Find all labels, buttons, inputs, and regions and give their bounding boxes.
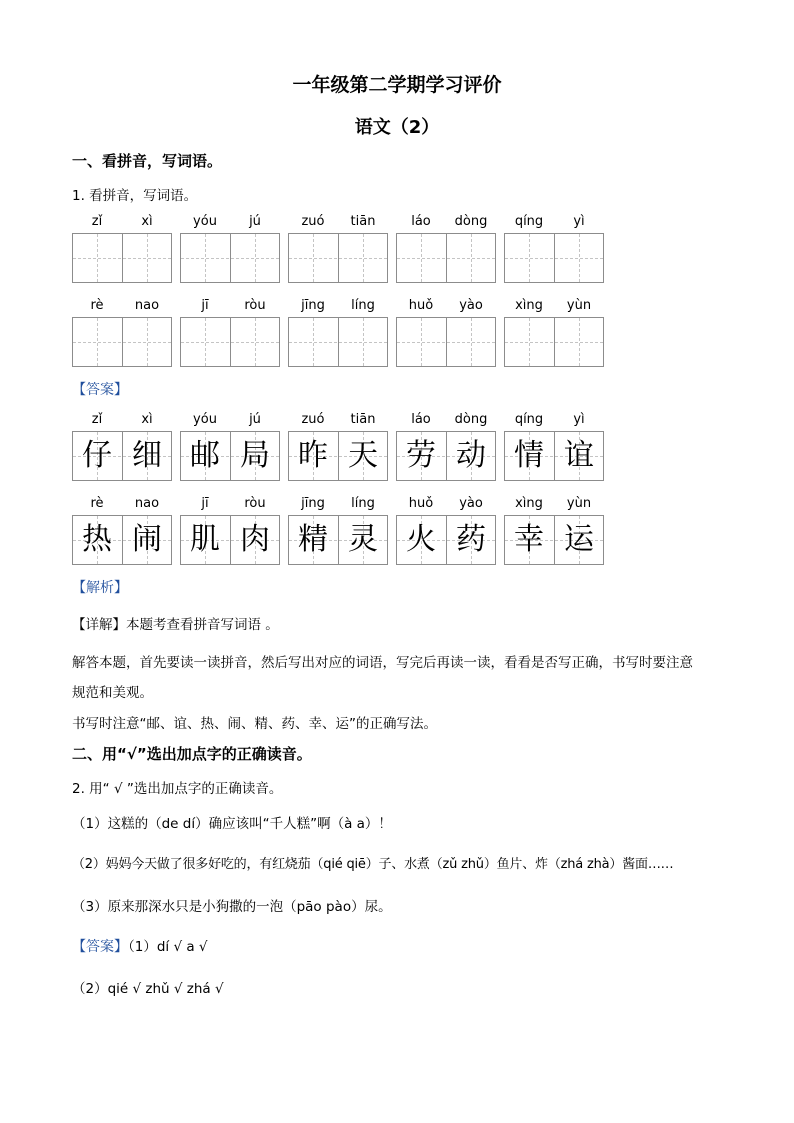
pinyin-label: huǒ: [408, 496, 434, 511]
answer-character: 灵: [348, 522, 378, 557]
answer-character: 幸: [514, 522, 544, 557]
answer-grid-row2: [72, 496, 612, 586]
answer-character: 肌: [190, 522, 220, 557]
answer2-item1: （1）dí √ a √: [128, 939, 208, 955]
grid-line: [313, 318, 314, 366]
answer2-line1: [72, 935, 208, 956]
pinyin-label: yì: [573, 412, 585, 427]
grid-line: [471, 234, 472, 282]
pinyin-label: nao: [134, 298, 160, 313]
grid-line: [73, 342, 171, 343]
pinyin-label: huǒ: [408, 298, 434, 313]
grid-line: [205, 234, 206, 282]
answer-grid-row1: [72, 412, 612, 502]
word-cell: [180, 298, 280, 388]
pinyin-label: jú: [249, 214, 261, 229]
pinyin-label: jīng: [301, 496, 325, 511]
question1-text: 1. 看拼音，写词语。: [72, 188, 198, 204]
word-cell: [504, 298, 604, 388]
word-cell: [72, 298, 172, 388]
pinyin-label: yóu: [193, 214, 217, 229]
word-cell: [396, 496, 496, 586]
section1-heading: 一、看拼音，写词语。: [72, 152, 223, 170]
word-cell: [72, 496, 172, 586]
pinyin-label: xìng: [515, 496, 543, 511]
grid-line: [579, 318, 580, 366]
pinyin-label: zuó: [301, 214, 325, 229]
pinyin-label: yùn: [566, 298, 592, 313]
explain-line-2: 规范和美观。: [72, 685, 153, 701]
answer-character: 运: [564, 522, 594, 557]
pinyin-label: yào: [459, 496, 483, 511]
question2-item2: （2）妈妈今天做了很多好吃的，有红烧茄（qié qiē）子、水煮（zǔ zhǔ）鱼片、炸（zhá zhà）酱面……: [72, 857, 674, 872]
answer-character: 火: [406, 522, 436, 557]
grid-line: [579, 234, 580, 282]
question2-item1: （1）这糕的（de dí）确应该叫“千人糕”啊（à a）！: [72, 816, 392, 832]
analysis-tag: 【解析】: [72, 580, 128, 596]
tian-grid-box[interactable]: [288, 317, 388, 367]
pinyin-label: qíng: [514, 412, 544, 427]
word-cell: [180, 496, 280, 586]
answer-character: 天: [348, 438, 378, 473]
pinyin-label: láo: [411, 214, 431, 229]
word-cell: [504, 214, 604, 304]
grid-line: [421, 318, 422, 366]
pinyin-label: xì: [141, 214, 153, 229]
pinyin-label: yì: [573, 214, 585, 229]
grid-line: [181, 258, 279, 259]
pinyin-label: ròu: [244, 496, 266, 511]
pinyin-label: zuó: [301, 412, 325, 427]
answer-tag-2: 【答案】: [72, 939, 128, 955]
pinyin-label: yùn: [566, 496, 592, 511]
word-cell: [288, 496, 388, 586]
grid-line: [363, 318, 364, 366]
pinyin-label: líng: [351, 298, 375, 313]
tian-grid-box[interactable]: [288, 233, 388, 283]
pinyin-label: tiān: [350, 214, 376, 229]
grid-line: [147, 234, 148, 282]
grid-line: [397, 342, 495, 343]
grid-line: [255, 234, 256, 282]
pinyin-label: rè: [90, 496, 104, 511]
pinyin-label: nao: [134, 496, 160, 511]
answer-character: 劳: [406, 438, 436, 473]
question-grid-row2: [72, 298, 612, 388]
answer-character: 肉: [240, 522, 270, 557]
answer-character: 局: [240, 438, 270, 473]
answer-character: 仔: [82, 438, 112, 473]
answer-character: 细: [132, 438, 162, 473]
question-grid-row1: [72, 214, 612, 304]
detail-text: 【详解】本题考查看拼音写词语 。: [72, 617, 279, 633]
grid-line: [313, 234, 314, 282]
grid-line: [181, 342, 279, 343]
pinyin-label: dòng: [454, 412, 488, 427]
tian-grid-box[interactable]: [504, 233, 604, 283]
answer-character: 动: [456, 438, 486, 473]
grid-line: [397, 258, 495, 259]
tian-grid-box[interactable]: [72, 317, 172, 367]
pinyin-label: jī: [201, 298, 209, 313]
pinyin-label: zǐ: [91, 412, 103, 427]
word-cell: [396, 214, 496, 304]
grid-line: [529, 318, 530, 366]
tian-grid-box[interactable]: [72, 233, 172, 283]
pinyin-label: láo: [411, 412, 431, 427]
pinyin-label: yào: [459, 298, 483, 313]
grid-line: [471, 318, 472, 366]
pinyin-label: yóu: [193, 412, 217, 427]
grid-line: [73, 258, 171, 259]
pinyin-label: rè: [90, 298, 104, 313]
grid-line: [97, 318, 98, 366]
word-cell: [396, 412, 496, 502]
question2-item3: （3）原来那深水只是小狗撒的一泡（pāo pào）尿。: [72, 899, 392, 915]
pinyin-label: zǐ: [91, 214, 103, 229]
word-cell: [288, 214, 388, 304]
word-cell: [72, 412, 172, 502]
pinyin-label: jīng: [301, 298, 325, 313]
grid-line: [147, 318, 148, 366]
pinyin-label: dòng: [454, 214, 488, 229]
pinyin-label: jú: [249, 412, 261, 427]
word-cell: [180, 214, 280, 304]
grid-line: [205, 318, 206, 366]
grid-line: [289, 258, 387, 259]
word-cell: [504, 496, 604, 586]
word-cell: [288, 412, 388, 502]
word-cell: [396, 298, 496, 388]
grid-line: [255, 318, 256, 366]
grid-line: [363, 234, 364, 282]
pinyin-label: xìng: [515, 298, 543, 313]
tian-grid-box[interactable]: [180, 317, 280, 367]
answer-character: 谊: [564, 438, 594, 473]
tian-grid-box[interactable]: [504, 317, 604, 367]
tian-grid-box[interactable]: [180, 233, 280, 283]
tian-grid-box[interactable]: [396, 317, 496, 367]
pinyin-label: jī: [201, 496, 209, 511]
answer-tag-1: 【答案】: [72, 382, 128, 398]
grid-line: [97, 234, 98, 282]
answer-character: 闹: [132, 522, 162, 557]
tian-grid-box[interactable]: [396, 233, 496, 283]
grid-line: [421, 234, 422, 282]
word-cell: [72, 214, 172, 304]
pinyin-label: xì: [141, 412, 153, 427]
answer-character: 药: [456, 522, 486, 557]
answer-character: 昨: [298, 438, 328, 473]
explain-line-1: 解答本题，首先要读一读拼音，然后写出对应的词语，写完后再读一读，看看是否写正确，书写时要注意: [72, 655, 693, 671]
answer2-item2: （2）qié √ zhǔ √ zhá √: [72, 981, 224, 997]
grid-line: [505, 258, 603, 259]
word-cell: [504, 412, 604, 502]
word-cell: [180, 412, 280, 502]
document-subtitle: 语文（2）: [354, 117, 440, 138]
grid-line: [289, 342, 387, 343]
word-cell: [288, 298, 388, 388]
document-title: 一年级第二学期学习评价: [292, 74, 502, 96]
pinyin-label: ròu: [244, 298, 266, 313]
question2-text: 2. 用“ √ ”选出加点字的正确读音。: [72, 781, 283, 797]
pinyin-label: líng: [351, 496, 375, 511]
explain-line-3: 书写时注意“邮、谊、热、闹、精、药、幸、运”的正确写法。: [72, 716, 437, 732]
section2-heading: 二、用“√”选出加点字的正确读音。: [72, 745, 312, 763]
pinyin-label: qíng: [514, 214, 544, 229]
grid-line: [529, 234, 530, 282]
answer-character: 热: [82, 522, 112, 557]
pinyin-label: tiān: [350, 412, 376, 427]
answer-character: 情: [514, 438, 544, 473]
grid-line: [505, 342, 603, 343]
answer-character: 邮: [190, 438, 220, 473]
answer-character: 精: [298, 522, 328, 557]
